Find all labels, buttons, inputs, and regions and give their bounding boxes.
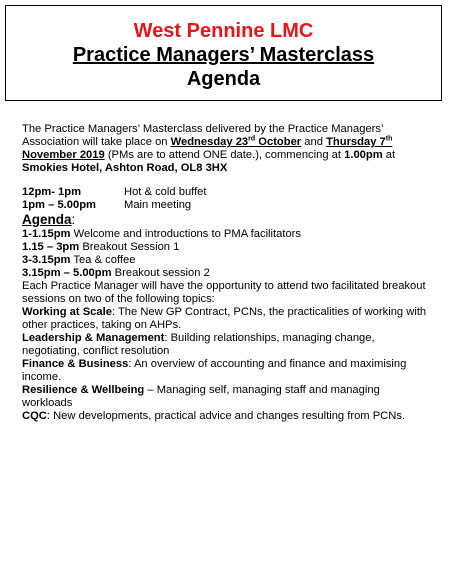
time-row: 12pm- 1pm Hot & cold buffet	[22, 186, 207, 198]
header-box	[5, 5, 442, 101]
breakout-intro: Each Practice Manager will have the opportunity to attend two facilitated breakout sessions on two of the following topics:	[22, 280, 426, 305]
topic-item: Finance & Business: An overview of accounting and finance and maximising income.	[22, 358, 407, 383]
schedule-times	[22, 186, 432, 212]
page-subtitle: Agenda	[186, 68, 261, 90]
topic-item: Resilience & Wellbeing – Managing self, managing staff and managing workloads	[22, 384, 380, 409]
topic-item: Working at Scale: The New GP Contract, PCNs, the practicalities of working with other practices, taking on AHPs.	[22, 306, 427, 331]
date-2: Thursday 7th November 2019	[22, 135, 393, 161]
agenda-item: 1-1.15pm Welcome and introductions to PMA facilitators	[22, 228, 302, 240]
page-title: Practice Managers’ Masterclass	[72, 44, 375, 66]
topic-item: Leadership & Management: Building relationships, managing change, negotiating, conflict resolution	[22, 332, 375, 357]
time-row: 1pm – 5.00pm Main meeting	[22, 199, 192, 211]
agenda-item: 3.15pm – 5.00pm Breakout session 2	[22, 267, 210, 279]
document-body	[22, 123, 432, 423]
org-name: West Pennine LMC	[133, 20, 314, 42]
venue: Smokies Hotel, Ashton Road, OL8 3HX	[22, 162, 228, 174]
date-1: Wednesday 23rd October	[170, 135, 302, 148]
topic-item: CQC: New developments, practical advice and changes resulting from PCNs.	[22, 410, 406, 422]
agenda-item: 3-3.15pm Tea & coffee	[22, 254, 136, 266]
intro-paragraph: The Practice Managers’ Masterclass delivered by the Practice Managers’ Association will take place on Wednesday 23rd October and Thursday 7th November 2019 (PMs are to attend ONE date.), commencing at 1.00pm at Smokies Hotel, Ashton Road, OL8 3HX	[22, 123, 396, 174]
agenda-heading: Agenda:	[22, 212, 76, 227]
agenda-item: 1.15 – 3pm Breakout Session 1	[22, 241, 180, 253]
start-time: 1.00pm	[344, 149, 383, 161]
